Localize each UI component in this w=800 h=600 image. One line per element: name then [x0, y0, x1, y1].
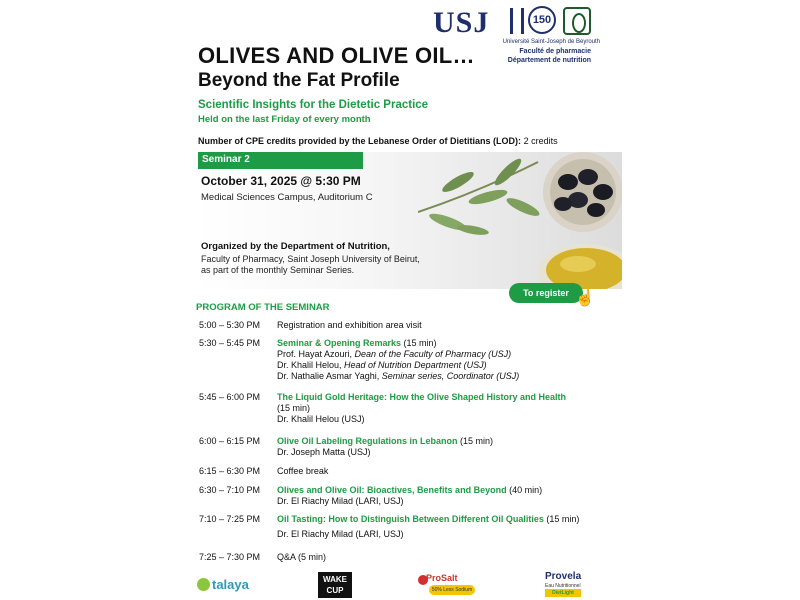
page-title: OLIVES AND OLIVE OIL… — [198, 43, 475, 68]
seminar-date: October 31, 2025 @ 5:30 PM — [201, 174, 361, 188]
register-button[interactable]: To register — [509, 283, 583, 303]
olive-illustration — [418, 152, 622, 289]
series-subtitle: Scientific Insights for the Dietetic Practice — [198, 99, 429, 111]
provela-logo: Provela — [545, 571, 582, 582]
pointer-hand-icon: ☝ — [575, 290, 595, 307]
anniversary-150-logo: 150 — [528, 6, 556, 34]
university-name: Université Saint-Joseph de Beyrouth — [502, 39, 600, 45]
organizer-heading: Organized by the Department of Nutrition, — [201, 241, 390, 252]
usj-emblem-icon — [510, 8, 524, 34]
organizer-line: Faculty of Pharmacy, Saint Joseph University of Beirut, — [201, 254, 420, 264]
prosalt-logo: ProSalt — [426, 573, 458, 583]
prosalt-badge: 50% Less Sodium — [429, 585, 475, 595]
pharmacy-faculty-logo — [563, 7, 591, 35]
cpe-credits: Number of CPE credits provided by the Lebanese Order of Dietitians (LOD): 2 credits — [198, 136, 558, 146]
usj-logo: USJ — [433, 6, 490, 39]
hero-banner — [198, 152, 622, 289]
seminar-tag: Seminar 2 — [198, 152, 363, 169]
seminar-venue: Medical Sciences Campus, Auditorium C — [201, 192, 373, 203]
talaya-logo-icon — [197, 578, 210, 591]
program-title: PROGRAM OF THE SEMINAR — [196, 302, 330, 313]
page-subtitle: Beyond the Fat Profile — [198, 70, 400, 91]
faculty-name: Faculté de pharmacie Département de nutrition — [507, 48, 591, 64]
talaya-logo: talaya — [212, 577, 249, 592]
provela-badge: DietLight — [545, 589, 581, 597]
schedule-note: Held on the last Friday of every month — [198, 114, 371, 125]
organizer-line: as part of the monthly Seminar Series. — [201, 265, 355, 275]
wakecup-logo: WAKE CUP — [318, 572, 352, 598]
provela-subtitle: Eau Nutritionnel — [545, 583, 581, 589]
